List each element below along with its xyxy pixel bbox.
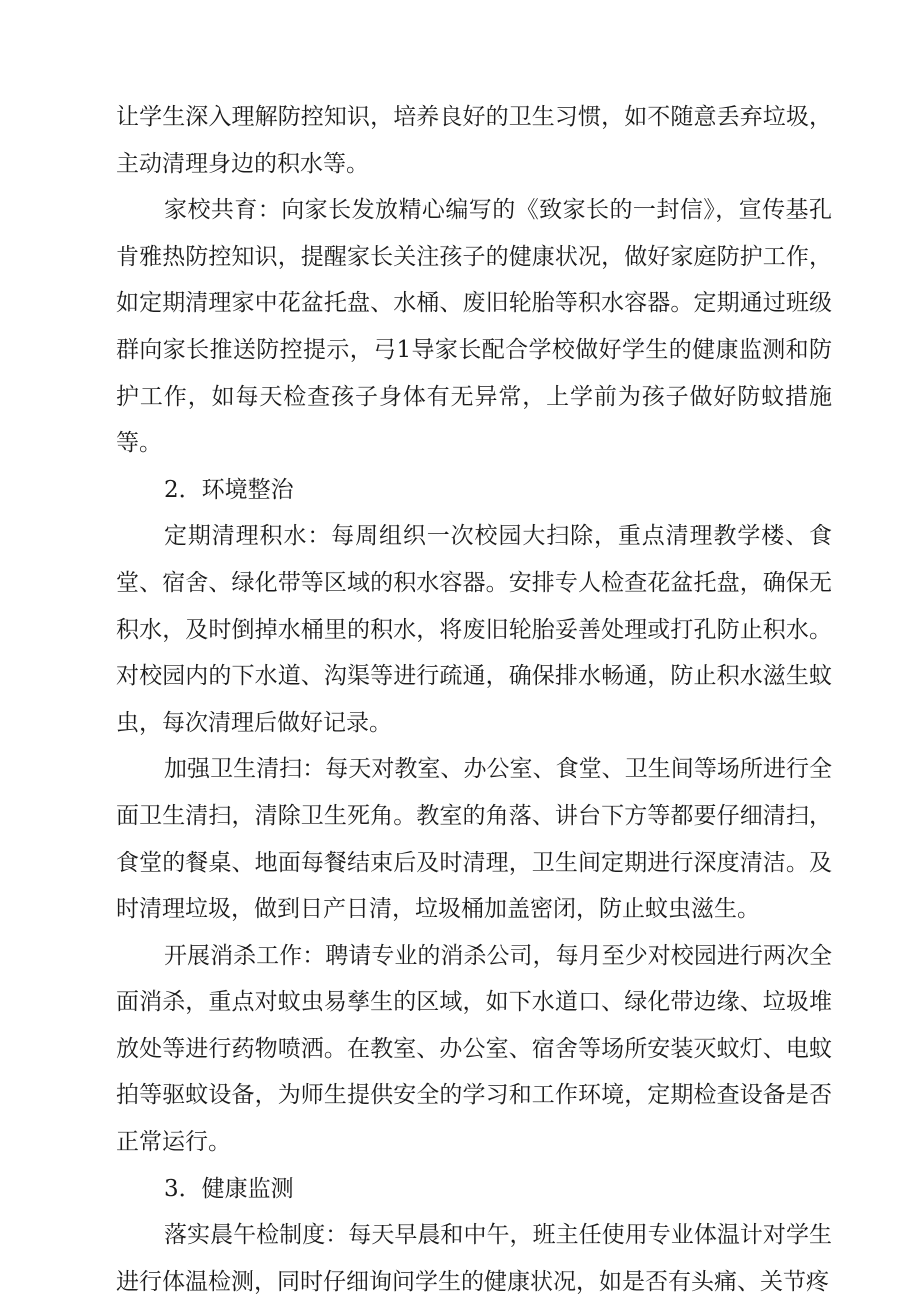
section-heading-health: 3．健康监测 [164,1175,294,1202]
paragraph-continuation: 让学生深入理解防控知识，培养良好的卫生习惯，如不随意丢弃垃圾，主动清理身边的积水等。 [116,104,832,177]
document-body [116,94,832,1305]
section-heading-environment: 2．环境整治 [164,476,294,503]
paragraph-temperature-check: 落实晨午检制度：每天早晨和中午，班主任使用专业体温计对学生进行体温检测，同时仔细询问学生的健康状况，如是否有头痛、关节疼 [116,1222,832,1295]
paragraph-disinfection: 开展消杀工作：聘请专业的消杀公司，每月至少对校园进行两次全面消杀，重点对蚊虫易孳生的区域，如下水道口、绿化带边缘、垃圾堆放处等进行药物喷洒。在教室、办公室、宿舍等场所安装灭蚊灯、电蚊拍等驱蚊设备，为师生提供安全的学习和工作环境，定期检查设备是否正常运行。 [116,942,832,1156]
paragraph-clear-water: 定期清理积水：每周组织一次校园大扫除，重点清理教学楼、食堂、宿舍、绿化带等区域的积水容器。安排专人检查花盆托盘，确保无积水，及时倒掉水桶里的积水，将废旧轮胎妥善处理或打孔防止积水。对校园内的下水道、沟渠等进行疏通，确保排水畅通，防止积水滋生蚊虫，每次清理后做好记录。 [116,523,832,736]
paragraph-home-school: 家校共育：向家长发放精心编写的《致家长的一封信》，宣传基孔肯雅热防控知识，提醒家长关注孩子的健康状况，做好家庭防护工作，如定期清理家中花盆托盘、水桶、废旧轮胎等积水容器。定期通过班级群向家长推送防控提示，弓1导家长配合学校做好学生的健康监测和防护工作，如每天检查孩子身体有无异常，上学前为孩子做好防蚊措施等。 [116,197,832,457]
paragraph-cleaning: 加强卫生清扫：每天对教室、办公室、食堂、卫生间等场所进行全面卫生清扫，清除卫生死角。教室的角落、讲台下方等都要仔细清扫，食堂的餐桌、地面每餐结束后及时清理，卫生间定期进行深度清洁。及时清理垃圾，做到日产日清，垃圾桶加盖密闭，防止蚊虫滋生。 [116,756,832,923]
